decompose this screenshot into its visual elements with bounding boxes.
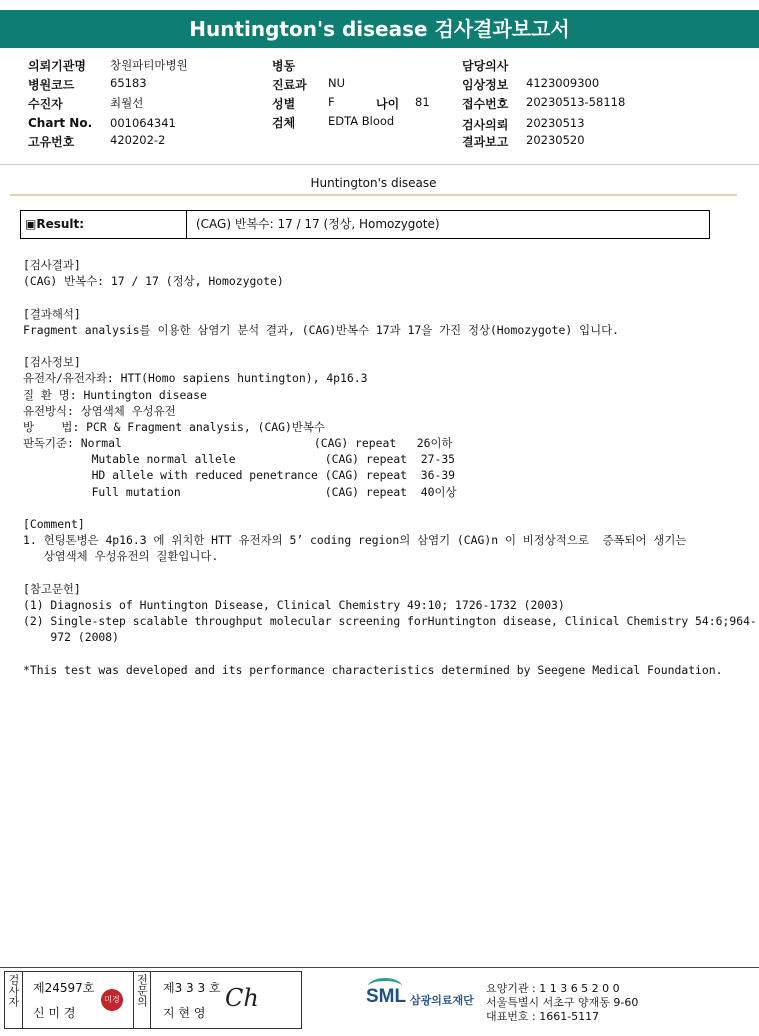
body-line: 판독기준: Normal (CAG) repeat 26이하: [23, 436, 453, 451]
body-line: [결과해석]: [23, 306, 81, 321]
hospital-name-label: 의뢰기관명: [28, 59, 86, 73]
sex-label: 성별: [272, 97, 296, 111]
patient-info-header: [0, 0, 759, 160]
age-value: 81: [415, 95, 430, 109]
hospital-name-value: 창원파티마병원: [110, 58, 188, 72]
doctor-label: [133, 972, 151, 1028]
body-line: 972 (2008): [23, 630, 120, 645]
department-value: NU: [328, 76, 346, 90]
report-date-value: 20230520: [526, 133, 585, 147]
body-line: 유전자/유전자좌: HTT(Homo sapiens huntington), 4p16.3: [23, 371, 368, 386]
request-date-value: 20230513: [526, 116, 585, 130]
receipt-no-value: 20230513-58118: [526, 95, 626, 109]
body-line: *This test was developed and its performance characteristics determined by Seegene Medical Foundation.: [23, 662, 723, 677]
report-footer: [0, 967, 759, 1036]
doctor-signature: Ch: [225, 984, 259, 1012]
body-line: 유전방식: 상염색체 우성유전: [23, 403, 176, 418]
body-line: (CAG) 반복수: 17 / 17 (정상, Homozygote): [23, 274, 284, 289]
result-box: [20, 210, 710, 239]
examiner-name: 신 미 경: [33, 1006, 76, 1020]
body-line: 1. 헌팅톤병은 4p16.3 에 위치한 HTT 유전자의 5’ coding region의 삼염기 (CAG)n 이 비정상적으로 증폭되어 생기는: [23, 533, 687, 548]
hospital-code-value: 65183: [110, 76, 147, 90]
examiner-no: 제24597호: [33, 981, 95, 995]
body-line: Fragment analysis를 이용한 삼염기 분석 결과, (CAG)반복수 17과 17을 가진 정상(Homozygote) 입니다.: [23, 322, 619, 337]
stamp-text: 미경: [104, 995, 120, 1004]
doctor-no: 제3 3 3 호: [163, 981, 221, 995]
body-line: HD allele with reduced penetrance (CAG) repeat 36-39: [23, 468, 456, 483]
result-value: (CAG) 반복수: 17 / 17 (정상, Homozygote): [196, 217, 440, 231]
phone: 대표번호 : 1661-5117: [486, 1010, 600, 1023]
org-name: 삼광의료재단: [410, 994, 474, 1007]
doctor-label: 담당의사: [462, 59, 509, 73]
logo-text: SML: [366, 986, 407, 1007]
examiner-stamp: [101, 989, 123, 1011]
body-line: Mutable normal allele (CAG) repeat 27-35: [23, 452, 456, 467]
doctor-label-text: 전문의: [135, 974, 149, 1007]
receipt-no-label: 접수번호: [462, 97, 509, 111]
request-date-label: 검사의뢰: [462, 118, 509, 132]
doctor-name: 지 현 영: [163, 1006, 206, 1020]
body-line: [23, 500, 757, 516]
sex-value: F: [328, 95, 335, 109]
specimen-label: 검체: [272, 116, 296, 130]
body-line: [23, 565, 757, 581]
body-line: 상염색체 우성유전의 질환입니다.: [23, 549, 219, 564]
body-line: [23, 646, 757, 662]
unique-no-label: 고유번호: [28, 135, 75, 149]
address: 서울특별시 서초구 양재동 9-60: [486, 996, 639, 1009]
chart-no-label: Chart No.: [28, 116, 93, 130]
body-line: Full mutation (CAG) repeat 40이상: [23, 484, 457, 499]
institution-code: 요양기관 : 1 1 3 6 5 2 0 0: [486, 982, 620, 995]
body-line: [23, 289, 757, 305]
report-date-label: 결과보고: [462, 135, 509, 149]
age-label: 나이: [376, 97, 400, 111]
clinical-info-label: 임상정보: [462, 78, 509, 92]
result-label: ▣Result:: [21, 211, 187, 238]
clinical-info-value: 4123009300: [526, 76, 600, 90]
report-title: Huntington's disease 검사결과보고서: [0, 10, 759, 48]
body-line: 방 법: PCR & Fragment analysis, (CAG)반복수: [23, 419, 325, 434]
header-divider: [0, 164, 759, 165]
department-label: 진료과: [272, 78, 307, 92]
body-line: (1) Diagnosis of Huntington Disease, Clinical Chemistry 49:10; 1726-1732 (2003): [23, 597, 565, 612]
examiner-label-text: 검사자: [7, 974, 20, 1007]
ward-label: 병동: [272, 59, 296, 73]
body-line: [검사결과]: [23, 258, 81, 272]
body-line: [23, 338, 757, 354]
body-line: 질 환 명: Huntington disease: [23, 387, 207, 402]
body-line: [검사정보]: [23, 355, 81, 370]
signature-box: [4, 971, 302, 1029]
body-line: [참고문헌]: [23, 581, 81, 596]
patient-value: 최월선: [110, 96, 144, 110]
chart-no-value: 001064341: [110, 116, 176, 130]
examiner-label: [5, 972, 23, 1028]
body-line: [Comment]: [23, 517, 85, 531]
unique-no-value: 420202-2: [110, 133, 166, 147]
sml-logo: [366, 978, 486, 1018]
hospital-code-label: 병원코드: [28, 78, 75, 92]
body-line: (2) Single-step scalable throughput molecular screening forHuntington disease, Clinical Chemistry 54:6;964-: [23, 614, 757, 629]
patient-label: 수진자: [28, 97, 63, 111]
specimen-value: EDTA Blood: [328, 114, 395, 128]
report-body: [23, 257, 757, 678]
section-title: Huntington's disease: [10, 172, 737, 196]
